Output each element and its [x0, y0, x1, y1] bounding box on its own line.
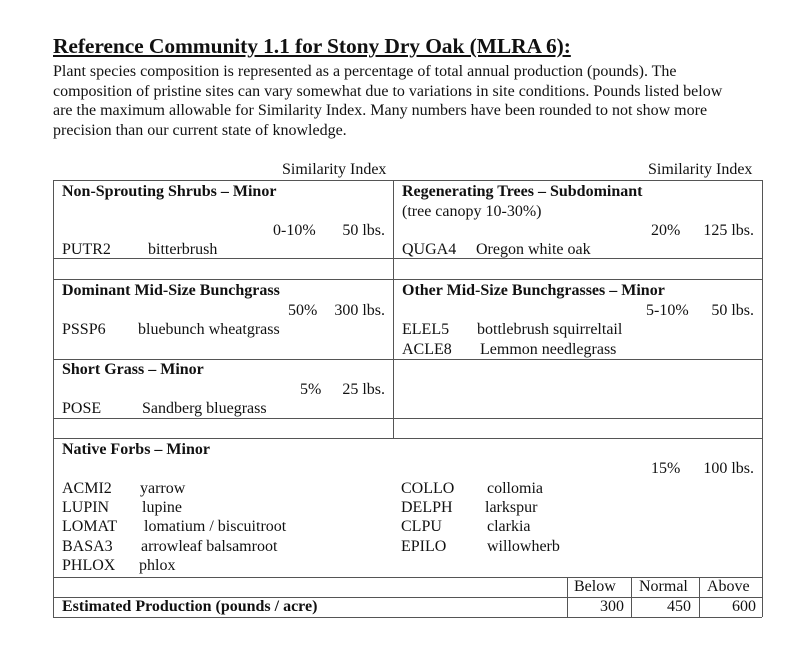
species-name: clarkia — [487, 518, 531, 535]
group-heading-short-grass: Short Grass – Minor — [62, 361, 204, 378]
group-pounds: 300 lbs. — [334, 302, 385, 319]
group-pounds: 50 lbs. — [342, 222, 385, 239]
species-code: PHLOX — [62, 557, 116, 574]
species-code: CLPU — [401, 518, 442, 535]
group-heading-native-forbs: Native Forbs – Minor — [62, 441, 210, 458]
column-divider — [699, 577, 700, 617]
species-name: bitterbrush — [148, 241, 218, 258]
production-label: Estimated Production (pounds / acre) — [62, 598, 318, 615]
row-divider — [53, 418, 762, 419]
species-name: phlox — [139, 557, 176, 574]
group-percent: 20% — [651, 222, 681, 239]
species-name: willowherb — [487, 538, 560, 555]
species-name: bluebunch wheatgrass — [138, 321, 280, 338]
species-name: Sandberg bluegrass — [142, 400, 267, 417]
species-code: PSSP6 — [62, 321, 106, 338]
column-divider — [393, 180, 394, 438]
group-heading-non-sprouting-shrubs: Non-Sprouting Shrubs – Minor — [62, 183, 277, 200]
species-name: bottlebrush squirreltail — [477, 321, 623, 338]
similarity-index-label-left: Similarity Index — [282, 161, 387, 178]
species-code: ACLE8 — [402, 341, 452, 358]
production-value-normal: 450 — [667, 598, 691, 615]
species-code: POSE — [62, 400, 102, 417]
group-percent: 50% — [288, 302, 318, 319]
group-pounds: 25 lbs. — [342, 381, 385, 398]
intro-line: Plant species composition is represented as a percentage of total annual production (pounds). The — [53, 63, 677, 80]
row-divider — [53, 279, 762, 280]
species-name: lupine — [142, 499, 182, 516]
row-divider — [53, 438, 762, 439]
species-code: ACMI2 — [62, 480, 112, 497]
species-code: PUTR2 — [62, 241, 111, 258]
table-border-top — [53, 180, 762, 181]
intro-line: are the maximum allowable for Similarity Index. Many numbers have been rounded to not show more — [53, 102, 708, 119]
group-percent: 5% — [300, 381, 322, 398]
species-name: Oregon white oak — [476, 241, 591, 258]
group-heading-dominant-bunchgrass: Dominant Mid-Size Bunchgrass — [62, 282, 280, 299]
group-pounds: 100 lbs. — [703, 460, 754, 477]
intro-line: precision than our current state of knowledge. — [53, 121, 347, 139]
species-code: LUPIN — [62, 499, 110, 516]
group-pounds: 50 lbs. — [711, 302, 754, 319]
species-code: COLLO — [401, 480, 455, 497]
species-name: arrowleaf balsamroot — [141, 538, 278, 555]
table-border-left — [53, 180, 54, 617]
intro-line: composition of pristine sites can vary somewhat due to variations in site conditions. Pounds listed below — [53, 82, 723, 100]
group-heading-other-bunchgrasses: Other Mid-Size Bunchgrasses – Minor — [402, 282, 665, 299]
production-header-below: Below — [574, 578, 616, 595]
row-divider — [53, 359, 762, 360]
group-percent: 0-10% — [273, 222, 316, 239]
species-code: DELPH — [401, 499, 453, 516]
production-value-above: 600 — [732, 598, 756, 615]
production-header-normal: Normal — [639, 578, 688, 595]
species-name: collomia — [487, 480, 543, 497]
intro-paragraph — [53, 62, 783, 140]
production-value-below: 300 — [600, 598, 624, 615]
species-code: QUGA4 — [402, 241, 457, 258]
column-divider — [567, 577, 568, 617]
species-code: LOMAT — [62, 518, 118, 535]
species-code: BASA3 — [62, 538, 113, 555]
group-subheading: (tree canopy 10-30%) — [402, 203, 542, 220]
group-percent: 15% — [651, 460, 681, 477]
table-border-bottom — [53, 617, 762, 618]
species-code: EPILO — [401, 538, 447, 555]
species-name: lomatium / biscuitroot — [144, 518, 287, 535]
production-header-above: Above — [707, 578, 750, 595]
species-name: larkspur — [485, 499, 538, 516]
page-title: Reference Community 1.1 for Stony Dry Oak (MLRA 6): — [53, 34, 571, 58]
similarity-index-label-right: Similarity Index — [648, 161, 753, 178]
species-name: Lemmon needlegrass — [480, 341, 617, 358]
group-percent: 5-10% — [646, 302, 689, 319]
group-heading-regenerating-trees: Regenerating Trees – Subdominant — [402, 183, 643, 200]
group-pounds: 125 lbs. — [703, 222, 754, 239]
table-border-right — [762, 180, 763, 617]
species-name: yarrow — [140, 480, 186, 497]
species-code: ELEL5 — [402, 321, 450, 338]
column-divider — [631, 577, 632, 617]
